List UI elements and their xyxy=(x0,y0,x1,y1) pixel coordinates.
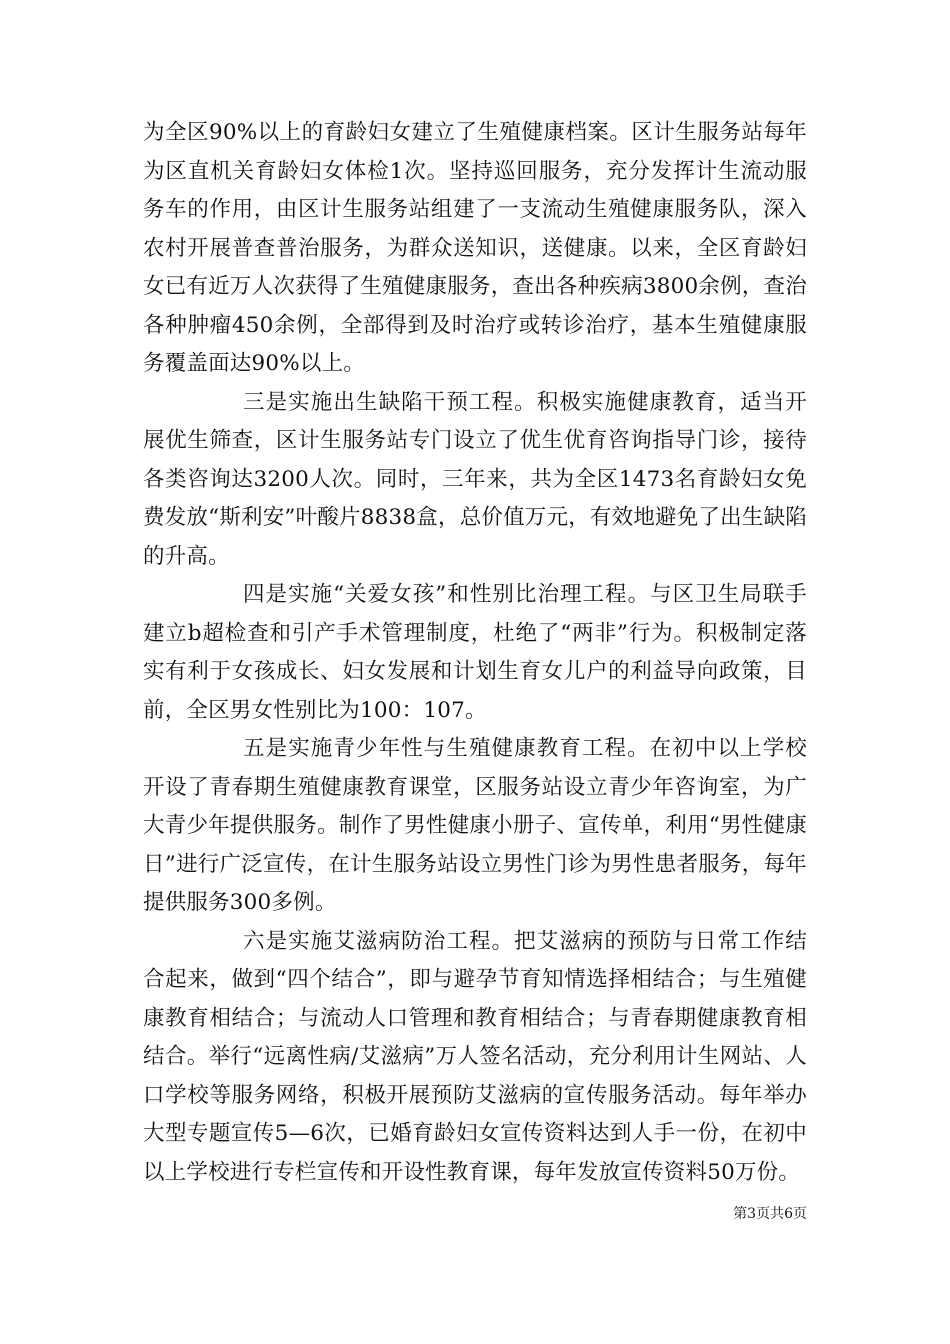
page-number-footer: 第3页共6页 xyxy=(733,1206,807,1222)
document-body xyxy=(143,114,807,1192)
paragraph-3: 四是实施“关爱女孩”和性别比治理工程。与区卫生局联手建立b超检查和引产手术管理制度，杜绝了“两非”行为。积极制定落实有利于女孩成长、妇女发展和计划生育女儿户的利益导向政策，目前，全区男女性别比为100：107。 xyxy=(143,582,807,723)
paragraph-5: 六是实施艾滋病防治工程。把艾滋病的预防与日常工作结合起来，做到“四个结合”，即与避孕节育知情选择相结合；与生殖健康教育相结合；与流动人口管理和教育相结合；与青春期健康教育相结合。举行“远离性病/艾滋病”万人签名活动，充分利用计生网站、人口学校等服务网络，积极开展预防艾滋病的宣传服务活动。每年举办大型专题宣传5—6次，已婚育龄妇女宣传资料达到人手一份，在初中以上学校进行专栏宣传和开设性教育课，每年发放宣传资料50万份。 xyxy=(143,928,807,1185)
paragraph-4: 五是实施青少年性与生殖健康教育工程。在初中以上学校开设了青春期生殖健康教育课堂，区服务站设立青少年咨询室，为广大青少年提供服务。制作了男性健康小册子、宣传单，利用“男性健康日”进行广泛宣传，在计生服务站设立男性门诊为男性患者服务，每年提供服务300多例。 xyxy=(143,736,807,915)
paragraph-1: 为全区90%以上的育龄妇女建立了生殖健康档案。区计生服务站每年为区直机关育龄妇女体检1次。坚持巡回服务，充分发挥计生流动服务车的作用，由区计生服务站组建了一支流动生殖健康服务队，深入农村开展普查普治服务，为群众送知识，送健康。以来，全区育龄妇女已有近万人次获得了生殖健康服务，查出各种疾病3800余例，查治各种肿瘤450余例，全部得到及时治疗或转诊治疗，基本生殖健康服务覆盖面达90%以上。 xyxy=(143,120,807,376)
paragraph-2: 三是实施出生缺陷干预工程。积极实施健康教育，适当开展优生筛查，区计生服务站专门设立了优生优育咨询指导门诊，接待各类咨询达3200人次。同时，三年来，共为全区1473名育龄妇女免费发放“斯利安”叶酸片8838盒，总价值万元，有效地避免了出生缺陷的升高。 xyxy=(143,389,807,569)
